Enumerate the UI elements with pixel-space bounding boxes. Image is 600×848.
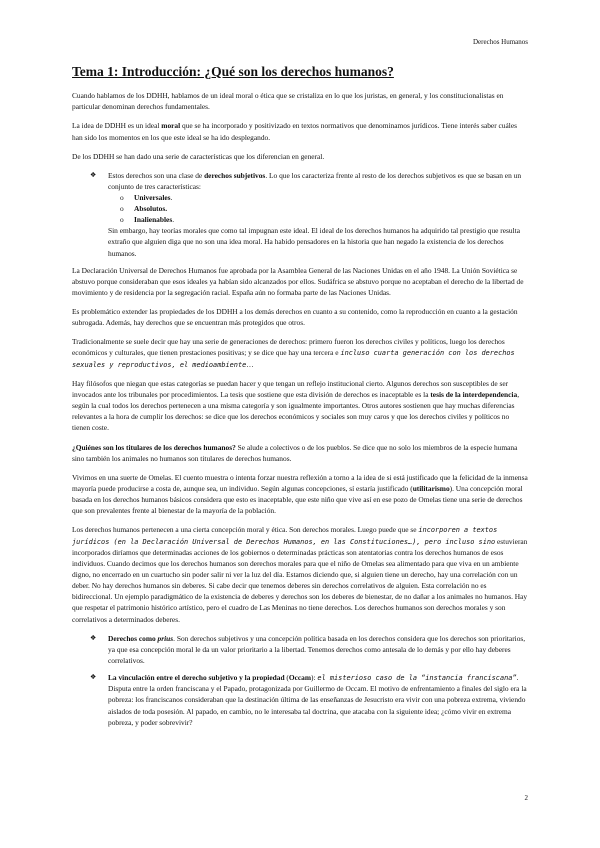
paragraph-holders: ¿Quiénes son los titulares de los derechos humanos? Se alude a colectivos o de los pueblos. Se dice que no solo los miembros de la especie humana sino también los animales no humanos son titulares de derechos humanos.	[72, 442, 518, 463]
bullet-diamond-icon: ❖	[90, 633, 97, 642]
paragraph-moral-rights: Los derechos humanos pertenecen a una cierta concepción moral y ética. Son derechos morales. Luego puede que se incorporen a textos jurídicos (en la Declaración Universal de Derechos Humanos, en las Constituciones…), pero incluso sino estuvieran incorporados diríamos que determinadas acciones de los gobiernos o determinadas prácticas son atentatorias contra los derechos humanos de esos individuos. Cuando decimos que los derechos humanos son derechos morales para que el niño de Omelas sea alimentado para que viva en un ambiente digno, no encerrado en un cuartucho sin poder salir ni ver la luz del día. Estamos diciendo que, si alguien tiene un derecho, hay una correlación con un deber. No hay derechos humanos sin deberes. Si cabe decir que tenemos deberes sin derechos correlativos de alguien. Esta correlación no es bidireccional. Un ejemplo paradigmático de la existencia de deberes y derechos son los deberes de bienestar, de no dañar a los animales no humanos. Hay que respetar el patrimonio histórico artístico, pero el cuadro de Las Meninas no tiene derechos. Los derechos humanos son derechos morales y son correlativos a determinados deberes.	[72, 525, 528, 624]
bullet-occam: ❖ La vinculación entre el derecho subjetivo y la propiedad (Occam): el misterioso caso de la “instancia franciscana”. Disputa entre la orden franciscana y el Papado, protagonizada por Guillermo de Occam. El motivo de enfrentamiento a finales del siglo era la pobreza: los franciscanos consideraban que la destinación última de las enseñanzas de Jesucristo era vivir con una pobreza extrema, viviendo aislados de toda posesión. Al papado, en cambio, no le interesaba tal doctrina, que atacaba con la siguiente idea; ¿cómo vivir en extrema pobreza, y poder sobrevivir?	[90, 673, 527, 727]
paragraph-characteristics: De los DDHH se han dado una serie de características que los diferencian en general.	[72, 151, 325, 161]
paragraph-declaration: La Declaración Universal de Derechos Humanos fue aprobada por la Asamblea General de las Naciones Unidas en el año 1948. La Unión Soviética se abstuvo porque consideraban que esos ideales ya habían sido alcanzados por ellos. Sudáfrica se abstuvo porque no aceptaban el derecho de la libertad de movimiento y de residencia por la segregación racial. España aún no formaba parte de las Naciones Unidas.	[72, 265, 524, 297]
list-item: o Inalienables.	[120, 215, 175, 225]
bullet-subjective-rights: ❖ Estos derechos son una clase de derechos subjetivos. Lo que los caracteriza frente al resto de los derechos subjetivos es que se basan en un conjunto de tres características: o Universales. o Absolutos. o Inalienables. Sin embargo, hay teorías morales que como tal impugnan este ideal. El ideal de los derechos humanos ha adquirido tal prestigio que resulta extraño que alguien diga que no son una idea moral. Ha habido pensadores en la historia que han negado la existencia de los derechos humanos.	[72, 170, 528, 259]
paragraph-problematic: Es problemático extender las propiedades de los DDHH a los demás derechos en cuanto a su contenido, como la reproducción en cuanto a la gestación subrogada. Además, hay derechos que se encuentran más protegidos que otros.	[72, 306, 518, 328]
page-title: Tema 1: Introducción: ¿Qué son los derechos humanos?	[72, 64, 394, 79]
bullet-diamond-icon: ❖	[90, 673, 97, 681]
list-item: o Universales.	[120, 192, 173, 202]
bullet-continuation: Sin embargo, hay teorías morales que como tal impugnan este ideal. El ideal de los derechos humanos ha adquirido tal prestigio que resulta extraño que alguien diga que no son una idea moral. Ha habido pensadores en la historia que han negado la existencia de los derechos humanos.	[108, 226, 520, 258]
paragraph-generations: Tradicionalmente se suele decir que hay una serie de generaciones de derechos: primero fueron los derechos civiles y políticos, luego los derechos económicos y culturales, que tienen prestaciones positivas; y se dice que hay una tercera e incluso cuarta generación con los derechos sexuales y reproductivos, el medioambiente…	[72, 337, 515, 369]
paragraph-omelas: Vivimos en una suerte de Omelas. El cuento muestra o intenta forzar nuestra reflexión a torno a la idea de si está justificado que la felicidad de la inmensa mayoría puede producirse a costa de, aunque sea, un individuo. Según algunas concepciones, sí estaría justificado (utilitarismo). Una concepción moral basada en los derechos humanos básicos considera que esto es inaceptable, que este niño que vive así en ese pozo de Omelas tiene una serie de derechos que son prevalentes frente al bienestar de la mayoría de la población.	[72, 472, 528, 516]
list-item: o Absolutos.	[120, 204, 168, 214]
paragraph-interdependence: Hay filósofos que niegan que estas categorías se puedan hacer y que tengan un reflejo institucional cierto. Algunos derechos son susceptibles de ser invocados ante los tribunales por procedimientos. La tesis que sostiene que esta división de derechos es inaceptable es la tesis de la interdependencia, según la cual todos los derechos pertenecen a una misma categoría y son igualmente importantes. Otros autores sostienen que hay muchas diferencias relevantes a la hora de cumplir los derechos: se dice que los derechos económicos y sociales son muy caros y que los derechos civiles y políticos no tienen coste.	[72, 378, 520, 433]
running-header: Derechos Humanos	[472, 38, 528, 46]
bullet-diamond-icon: ❖	[90, 170, 97, 179]
characteristics-list	[108, 192, 528, 225]
bullet-rights-prius: ❖ Derechos como prius. Son derechos subjetivos y una concepción política basada en los derechos considera que los derechos son prioritarios, ya que esa concepción moral le da un valor prioritario a la libertad. Tenemos derechos como antesala de lo demás y por ello hay deberes correlativos.	[90, 633, 526, 665]
page-number: 2	[524, 794, 528, 802]
paragraph-moral-ideal: La idea de DDHH es un ideal moral que se ha incorporado y positivizado en textos normativos que denominamos jurídicos. Tiene interés saber cuáles han sido los momentos en los que este ideal se ha ido desplegando.	[72, 121, 517, 142]
paragraph-intro: Cuando hablamos de los DDHH, hablamos de un ideal moral o ética que se cristaliza en lo que los juristas, en general, y los constitucionalistas en particular denominan derechos fundamentales.	[72, 91, 504, 112]
